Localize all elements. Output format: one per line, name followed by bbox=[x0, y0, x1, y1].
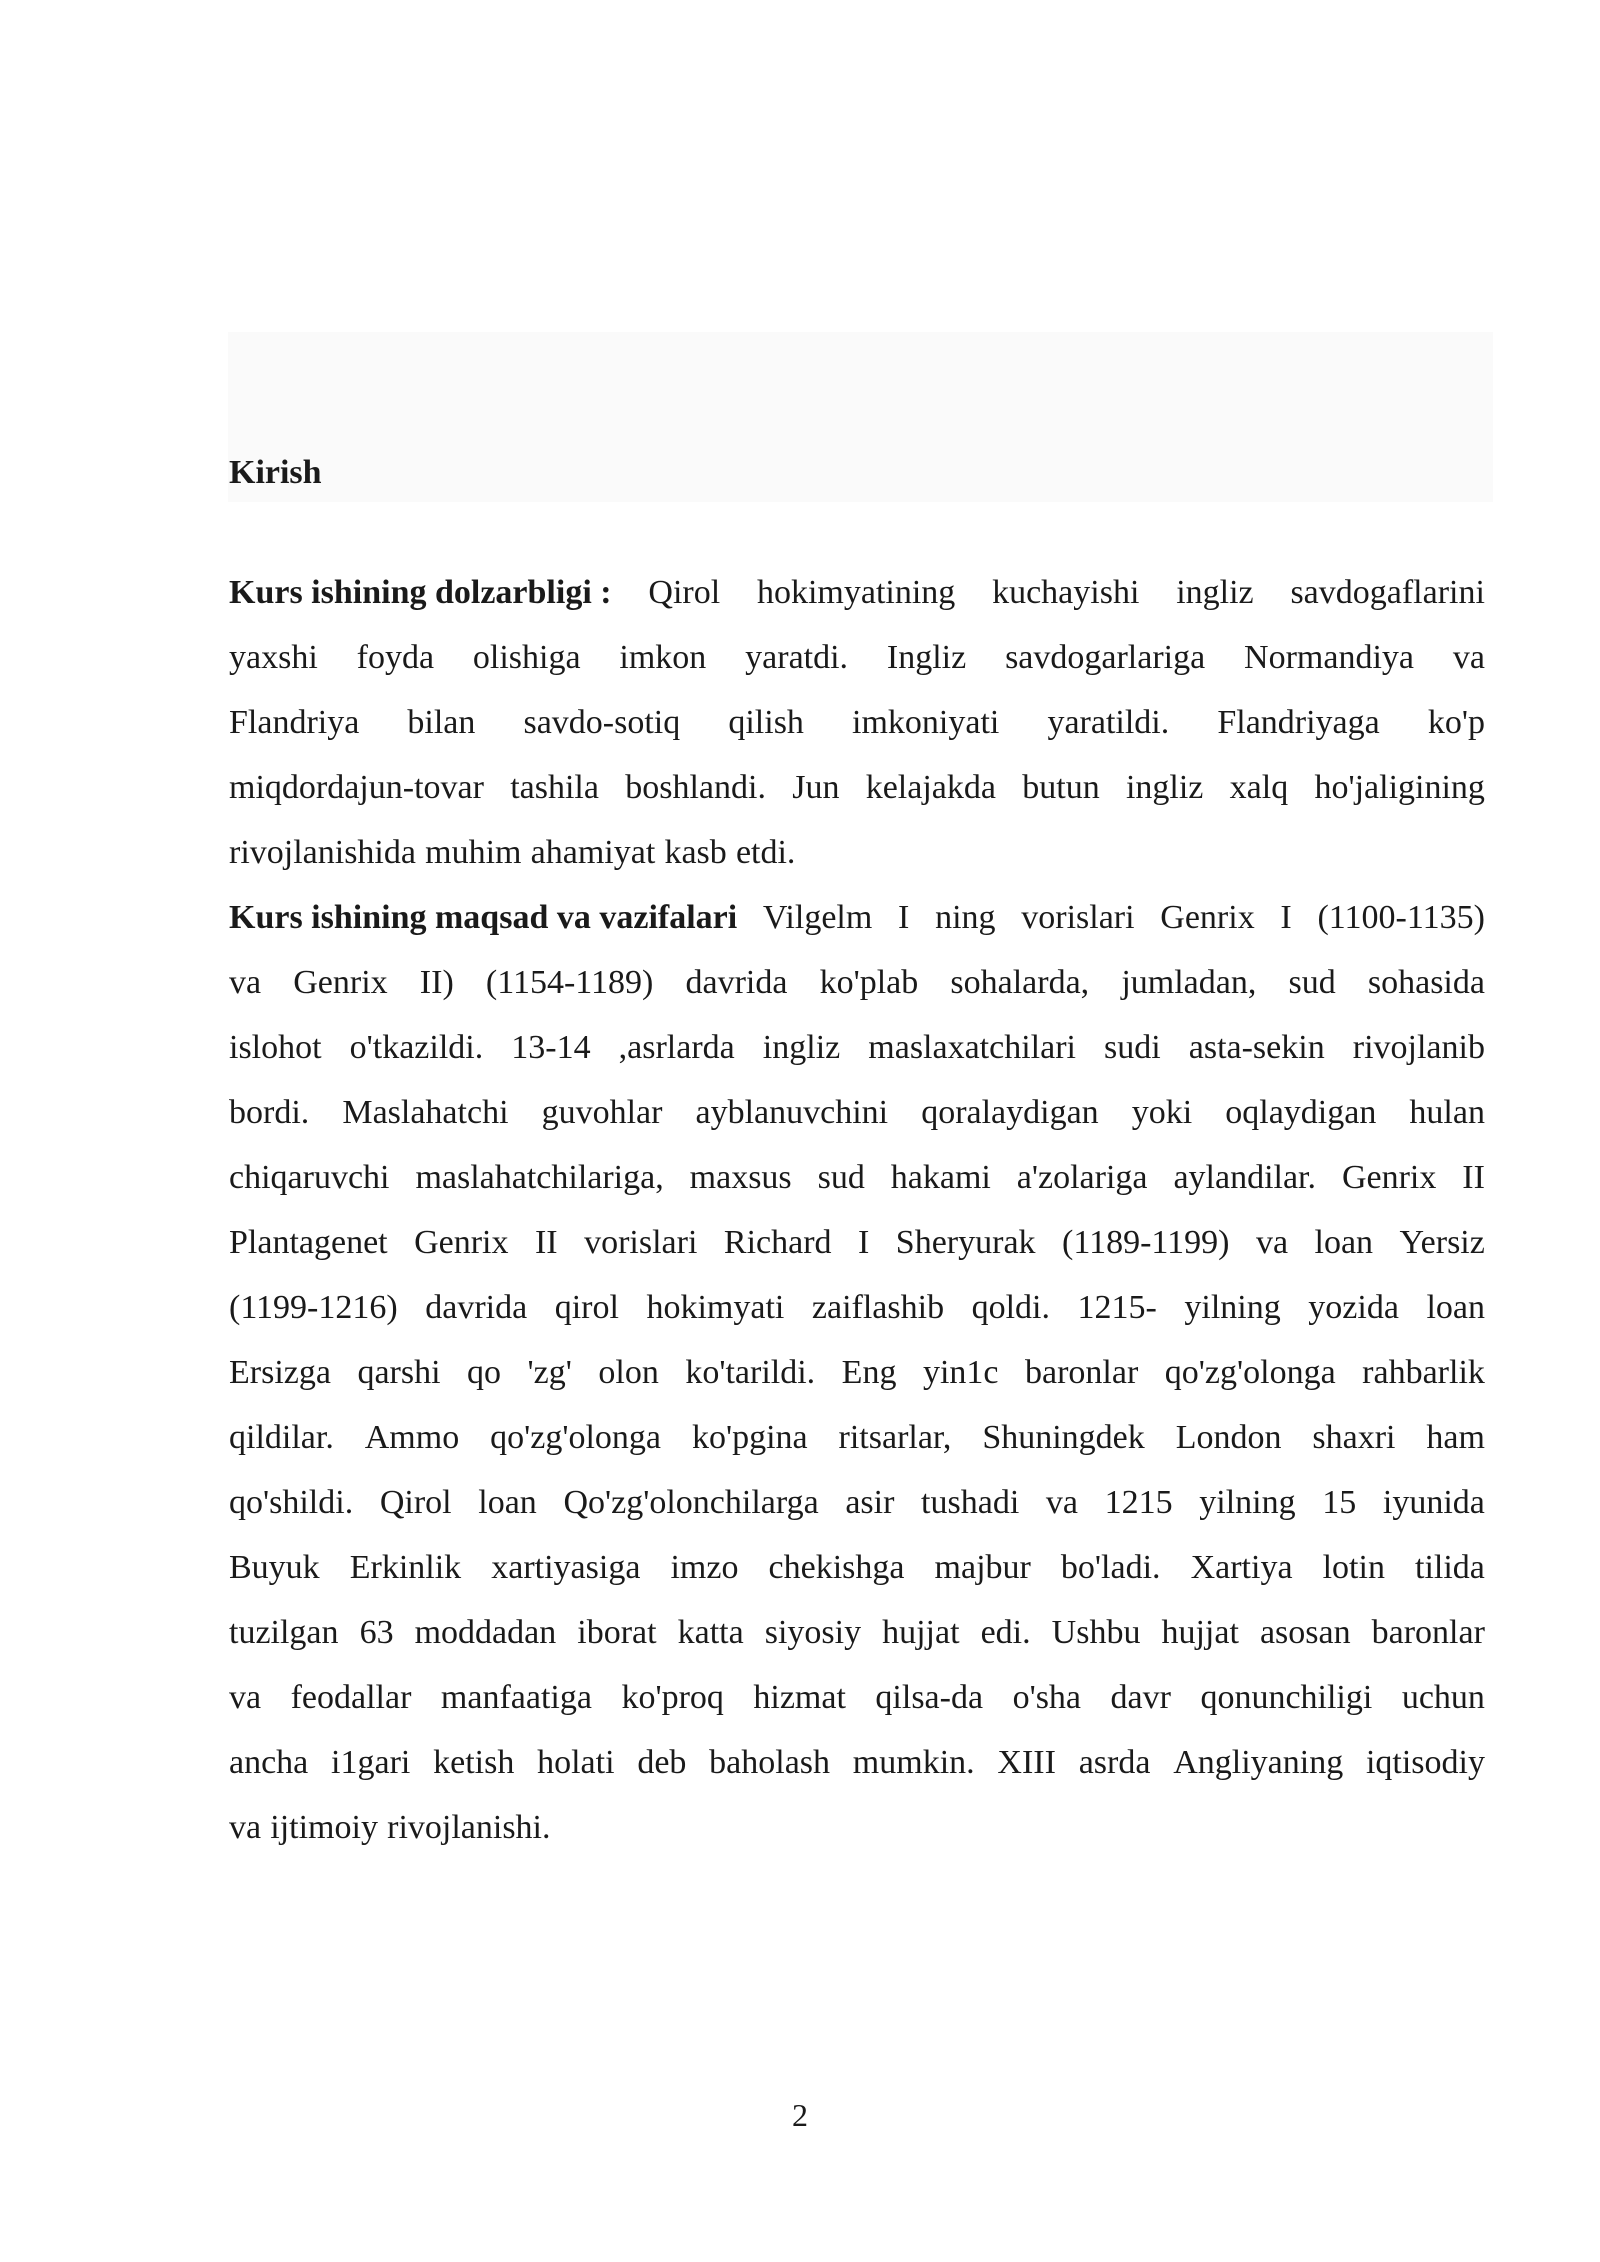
word: va bbox=[1255, 1224, 1289, 1261]
text-line bbox=[229, 1470, 1485, 1535]
word: ingliz bbox=[762, 1029, 841, 1066]
word: maxsus bbox=[689, 1159, 792, 1196]
word: majbur bbox=[934, 1549, 1031, 1586]
text-line bbox=[229, 1145, 1485, 1210]
word: II bbox=[1462, 1159, 1485, 1196]
text-line bbox=[229, 950, 1485, 1015]
word: Plantagenet bbox=[229, 1224, 388, 1261]
word: loan bbox=[478, 1484, 537, 1521]
word: chekishga bbox=[768, 1549, 905, 1586]
word: 1215- bbox=[1077, 1289, 1157, 1326]
word: yoki bbox=[1131, 1094, 1193, 1131]
word: imkon bbox=[619, 639, 707, 676]
word: olishiga bbox=[472, 639, 581, 676]
text-line bbox=[229, 625, 1485, 690]
word: bilan bbox=[407, 704, 476, 741]
word: vorislari bbox=[1021, 899, 1135, 936]
text-line bbox=[229, 1730, 1485, 1795]
word: zaiflashib bbox=[811, 1289, 945, 1326]
word: imkoniyati bbox=[852, 704, 1000, 741]
word: savdogaflarini bbox=[1290, 574, 1485, 611]
word: maslahatchilariga, bbox=[415, 1159, 664, 1196]
word: asir bbox=[845, 1484, 895, 1521]
word: ho'jaligining bbox=[1314, 769, 1485, 806]
word: va bbox=[229, 964, 262, 1001]
word: London bbox=[1175, 1419, 1282, 1456]
word: ko'proq bbox=[621, 1679, 724, 1716]
text-line bbox=[229, 1600, 1485, 1665]
word: qo'zg'olonga bbox=[490, 1419, 662, 1456]
word: Genrix bbox=[414, 1224, 509, 1261]
text-line bbox=[229, 1210, 1485, 1275]
word: olon bbox=[598, 1354, 659, 1391]
word: va bbox=[229, 1679, 262, 1716]
word: Genrix bbox=[293, 964, 388, 1001]
word: hujjat bbox=[882, 1614, 960, 1651]
word: II bbox=[534, 1224, 558, 1261]
word: loan bbox=[1314, 1224, 1374, 1261]
word: qilsa-da bbox=[875, 1679, 984, 1716]
word: baholash bbox=[709, 1744, 831, 1781]
text-line bbox=[229, 1080, 1485, 1145]
word: hakami bbox=[890, 1159, 991, 1196]
word: Jun bbox=[792, 769, 840, 806]
word: qo'shildi. bbox=[229, 1484, 354, 1521]
word: qoralaydigan bbox=[921, 1094, 1099, 1131]
text-line bbox=[229, 1405, 1485, 1470]
word: ritsarlar, bbox=[838, 1419, 952, 1456]
word: ketish bbox=[433, 1744, 515, 1781]
word: davr bbox=[1110, 1679, 1171, 1716]
word: asta-sekin bbox=[1188, 1029, 1325, 1066]
word: etdi. bbox=[735, 834, 796, 871]
word: jumladan, bbox=[1121, 964, 1257, 1001]
word: yilning bbox=[1184, 1289, 1281, 1326]
word: Ersizga bbox=[229, 1354, 331, 1391]
word: maslaxatchilari bbox=[868, 1029, 1076, 1066]
word: manfaatiga bbox=[440, 1679, 592, 1716]
text-line bbox=[229, 690, 1485, 755]
body-paragraphs bbox=[229, 560, 1485, 1860]
text-line bbox=[229, 1665, 1485, 1730]
word: sudi bbox=[1104, 1029, 1161, 1066]
text-line bbox=[229, 1795, 1485, 1860]
word: Qirol bbox=[379, 1484, 452, 1521]
word: yaratildi. bbox=[1047, 704, 1170, 741]
word: bordi. bbox=[229, 1094, 310, 1131]
word: Richard bbox=[723, 1224, 832, 1261]
word: tushadi bbox=[921, 1484, 1020, 1521]
word: imzo bbox=[670, 1549, 739, 1586]
word: hulan bbox=[1409, 1094, 1485, 1131]
word: davrida bbox=[425, 1289, 528, 1326]
word: baronlar bbox=[1025, 1354, 1139, 1391]
word: miqdordajun-tovar bbox=[229, 769, 484, 806]
page-number: 2 bbox=[792, 2097, 808, 2133]
word: qo bbox=[467, 1354, 502, 1391]
word: sohasida bbox=[1367, 964, 1485, 1001]
word: Buyuk bbox=[229, 1549, 320, 1586]
word: va bbox=[1452, 639, 1485, 676]
word: ko'pgina bbox=[691, 1419, 808, 1456]
shaded-header-area bbox=[228, 332, 1493, 502]
word: qirol bbox=[554, 1289, 619, 1326]
word: feodallar bbox=[290, 1679, 412, 1716]
text-line bbox=[229, 1275, 1485, 1340]
word: sud bbox=[1288, 964, 1336, 1001]
word: rivojlanishi. bbox=[387, 1809, 551, 1846]
word: o'sha bbox=[1012, 1679, 1082, 1716]
word: bo'ladi. bbox=[1060, 1549, 1161, 1586]
word: ham bbox=[1426, 1419, 1485, 1456]
word: mumkin. bbox=[852, 1744, 975, 1781]
word: Ushbu bbox=[1051, 1614, 1141, 1651]
word: Flandriya bbox=[229, 704, 360, 741]
text-line bbox=[229, 1535, 1485, 1600]
word: davrida bbox=[685, 964, 788, 1001]
word: hokimyatining bbox=[756, 574, 956, 611]
word: Eng bbox=[841, 1354, 897, 1391]
word: (1189-1199) bbox=[1062, 1224, 1230, 1261]
word: sud bbox=[817, 1159, 865, 1196]
word: iqtisodiy bbox=[1365, 1744, 1485, 1781]
word: islohot bbox=[229, 1029, 322, 1066]
word: qo'zg'olonga bbox=[1164, 1354, 1336, 1391]
word: (1199-1216) bbox=[229, 1289, 398, 1326]
word: rivojlanishida bbox=[229, 834, 416, 871]
word: holati bbox=[537, 1744, 615, 1781]
word: uchun bbox=[1401, 1679, 1485, 1716]
word: yin1c bbox=[922, 1354, 999, 1391]
word: va bbox=[1045, 1484, 1078, 1521]
word: I bbox=[1280, 899, 1292, 936]
word: 15 bbox=[1322, 1484, 1357, 1521]
word: Angliyaning bbox=[1173, 1744, 1344, 1781]
word: iborat bbox=[577, 1614, 657, 1651]
word: Erkinlik bbox=[349, 1549, 462, 1586]
word: Genrix bbox=[1341, 1159, 1437, 1196]
word: Genrix bbox=[1160, 899, 1255, 936]
word: XIII bbox=[997, 1744, 1056, 1781]
word: xartiyasiga bbox=[491, 1549, 641, 1586]
word: baronlar bbox=[1371, 1614, 1485, 1651]
word: ayblanuvchini bbox=[695, 1094, 889, 1131]
word: butun bbox=[1022, 769, 1100, 806]
word: tashila bbox=[510, 769, 599, 806]
word: (1154-1189) bbox=[485, 964, 654, 1001]
text-line bbox=[229, 885, 1485, 950]
word: Qo'zg'olonchilarga bbox=[563, 1484, 819, 1521]
word: rivojlanib bbox=[1352, 1029, 1485, 1066]
word: loan bbox=[1426, 1289, 1485, 1326]
word: qildilar. bbox=[229, 1419, 334, 1456]
word: 63 bbox=[359, 1614, 394, 1651]
word: ijtimoiy bbox=[270, 1809, 378, 1846]
word: edi. bbox=[980, 1614, 1031, 1651]
word: oqlaydigan bbox=[1225, 1094, 1377, 1131]
word: vorislari bbox=[584, 1224, 698, 1261]
word: Sheryurak bbox=[895, 1224, 1036, 1261]
word: foyda bbox=[356, 639, 435, 676]
word: ,asrlarda bbox=[618, 1029, 735, 1066]
text-line bbox=[229, 1015, 1485, 1080]
word: Yersiz bbox=[1399, 1224, 1485, 1261]
word: Maslahatchi bbox=[342, 1094, 509, 1131]
word: ko'tarildi. bbox=[685, 1354, 816, 1391]
word: chiqaruvchi bbox=[229, 1159, 390, 1196]
word: ning bbox=[935, 899, 996, 936]
word: I bbox=[898, 899, 910, 936]
word: Normandiya bbox=[1244, 639, 1414, 676]
word: yilning bbox=[1199, 1484, 1296, 1521]
word: katta bbox=[677, 1614, 744, 1651]
word: 1215 bbox=[1104, 1484, 1173, 1521]
word: kelajakda bbox=[865, 769, 996, 806]
word: Flandriyaga bbox=[1217, 704, 1380, 741]
word: boshlandi. bbox=[625, 769, 766, 806]
word: ko'plab bbox=[819, 964, 919, 1001]
word: moddadan bbox=[414, 1614, 557, 1651]
word: ancha bbox=[229, 1744, 309, 1781]
word: o'tkazildi. bbox=[349, 1029, 484, 1066]
word: ingliz bbox=[1176, 574, 1254, 611]
word: hujjat bbox=[1161, 1614, 1239, 1651]
word: muhim bbox=[425, 834, 522, 871]
word: Shuningdek bbox=[982, 1419, 1145, 1456]
word: 13-14 bbox=[511, 1029, 591, 1066]
text-line bbox=[229, 755, 1485, 820]
word: qonunchiligi bbox=[1200, 1679, 1373, 1716]
word: yaratdi. bbox=[745, 639, 849, 676]
section-heading: Kirish bbox=[229, 454, 322, 491]
word: aylandilar. bbox=[1173, 1159, 1316, 1196]
word: hokimyati bbox=[646, 1289, 785, 1326]
text-line bbox=[229, 820, 1485, 885]
word: II) bbox=[419, 964, 454, 1001]
bold-lead: Kurs ishining dolzarbligi : bbox=[229, 574, 612, 611]
text-line bbox=[229, 1340, 1485, 1405]
word: iyunida bbox=[1382, 1484, 1485, 1521]
word: Xartiya bbox=[1190, 1549, 1293, 1586]
text-line bbox=[229, 560, 1485, 625]
word: rahbarlik bbox=[1362, 1354, 1485, 1391]
word: Ammo bbox=[364, 1419, 460, 1456]
word: qilish bbox=[728, 704, 804, 741]
word: i1gari bbox=[331, 1744, 411, 1781]
word: Ingliz bbox=[886, 639, 967, 676]
word: savdo-sotiq bbox=[523, 704, 681, 741]
word: hizmat bbox=[753, 1679, 846, 1716]
word: qoldi. bbox=[971, 1289, 1051, 1326]
word: tuzilgan bbox=[229, 1614, 339, 1651]
word: siyosiy bbox=[764, 1614, 862, 1651]
word: kasb bbox=[664, 834, 727, 871]
word: asosan bbox=[1259, 1614, 1351, 1651]
word: guvohlar bbox=[541, 1094, 663, 1131]
word: sohalarda, bbox=[950, 964, 1090, 1001]
word: shaxri bbox=[1312, 1419, 1396, 1456]
word: ko'p bbox=[1427, 704, 1485, 741]
word: Qirol bbox=[648, 574, 721, 611]
bold-lead: Kurs ishining maqsad va vazifalari bbox=[229, 899, 738, 936]
word: qarshi bbox=[357, 1354, 441, 1391]
word: a'zolariga bbox=[1016, 1159, 1148, 1196]
word: Vilgelm bbox=[762, 899, 873, 936]
word: asrda bbox=[1078, 1744, 1151, 1781]
word: 'zg' bbox=[527, 1354, 572, 1391]
word: deb bbox=[637, 1744, 687, 1781]
word: yaxshi bbox=[229, 639, 318, 676]
word: ahamiyat bbox=[530, 834, 656, 871]
word: tilida bbox=[1415, 1549, 1485, 1586]
word: (1100-1135) bbox=[1317, 899, 1485, 936]
word: ingliz bbox=[1125, 769, 1204, 806]
word: va bbox=[229, 1809, 262, 1846]
word: kuchayishi bbox=[992, 574, 1140, 611]
word: xalq bbox=[1229, 769, 1289, 806]
word: yozida bbox=[1308, 1289, 1399, 1326]
word: lotin bbox=[1322, 1549, 1385, 1586]
word: I bbox=[858, 1224, 870, 1261]
word: savdogarlariga bbox=[1005, 639, 1206, 676]
